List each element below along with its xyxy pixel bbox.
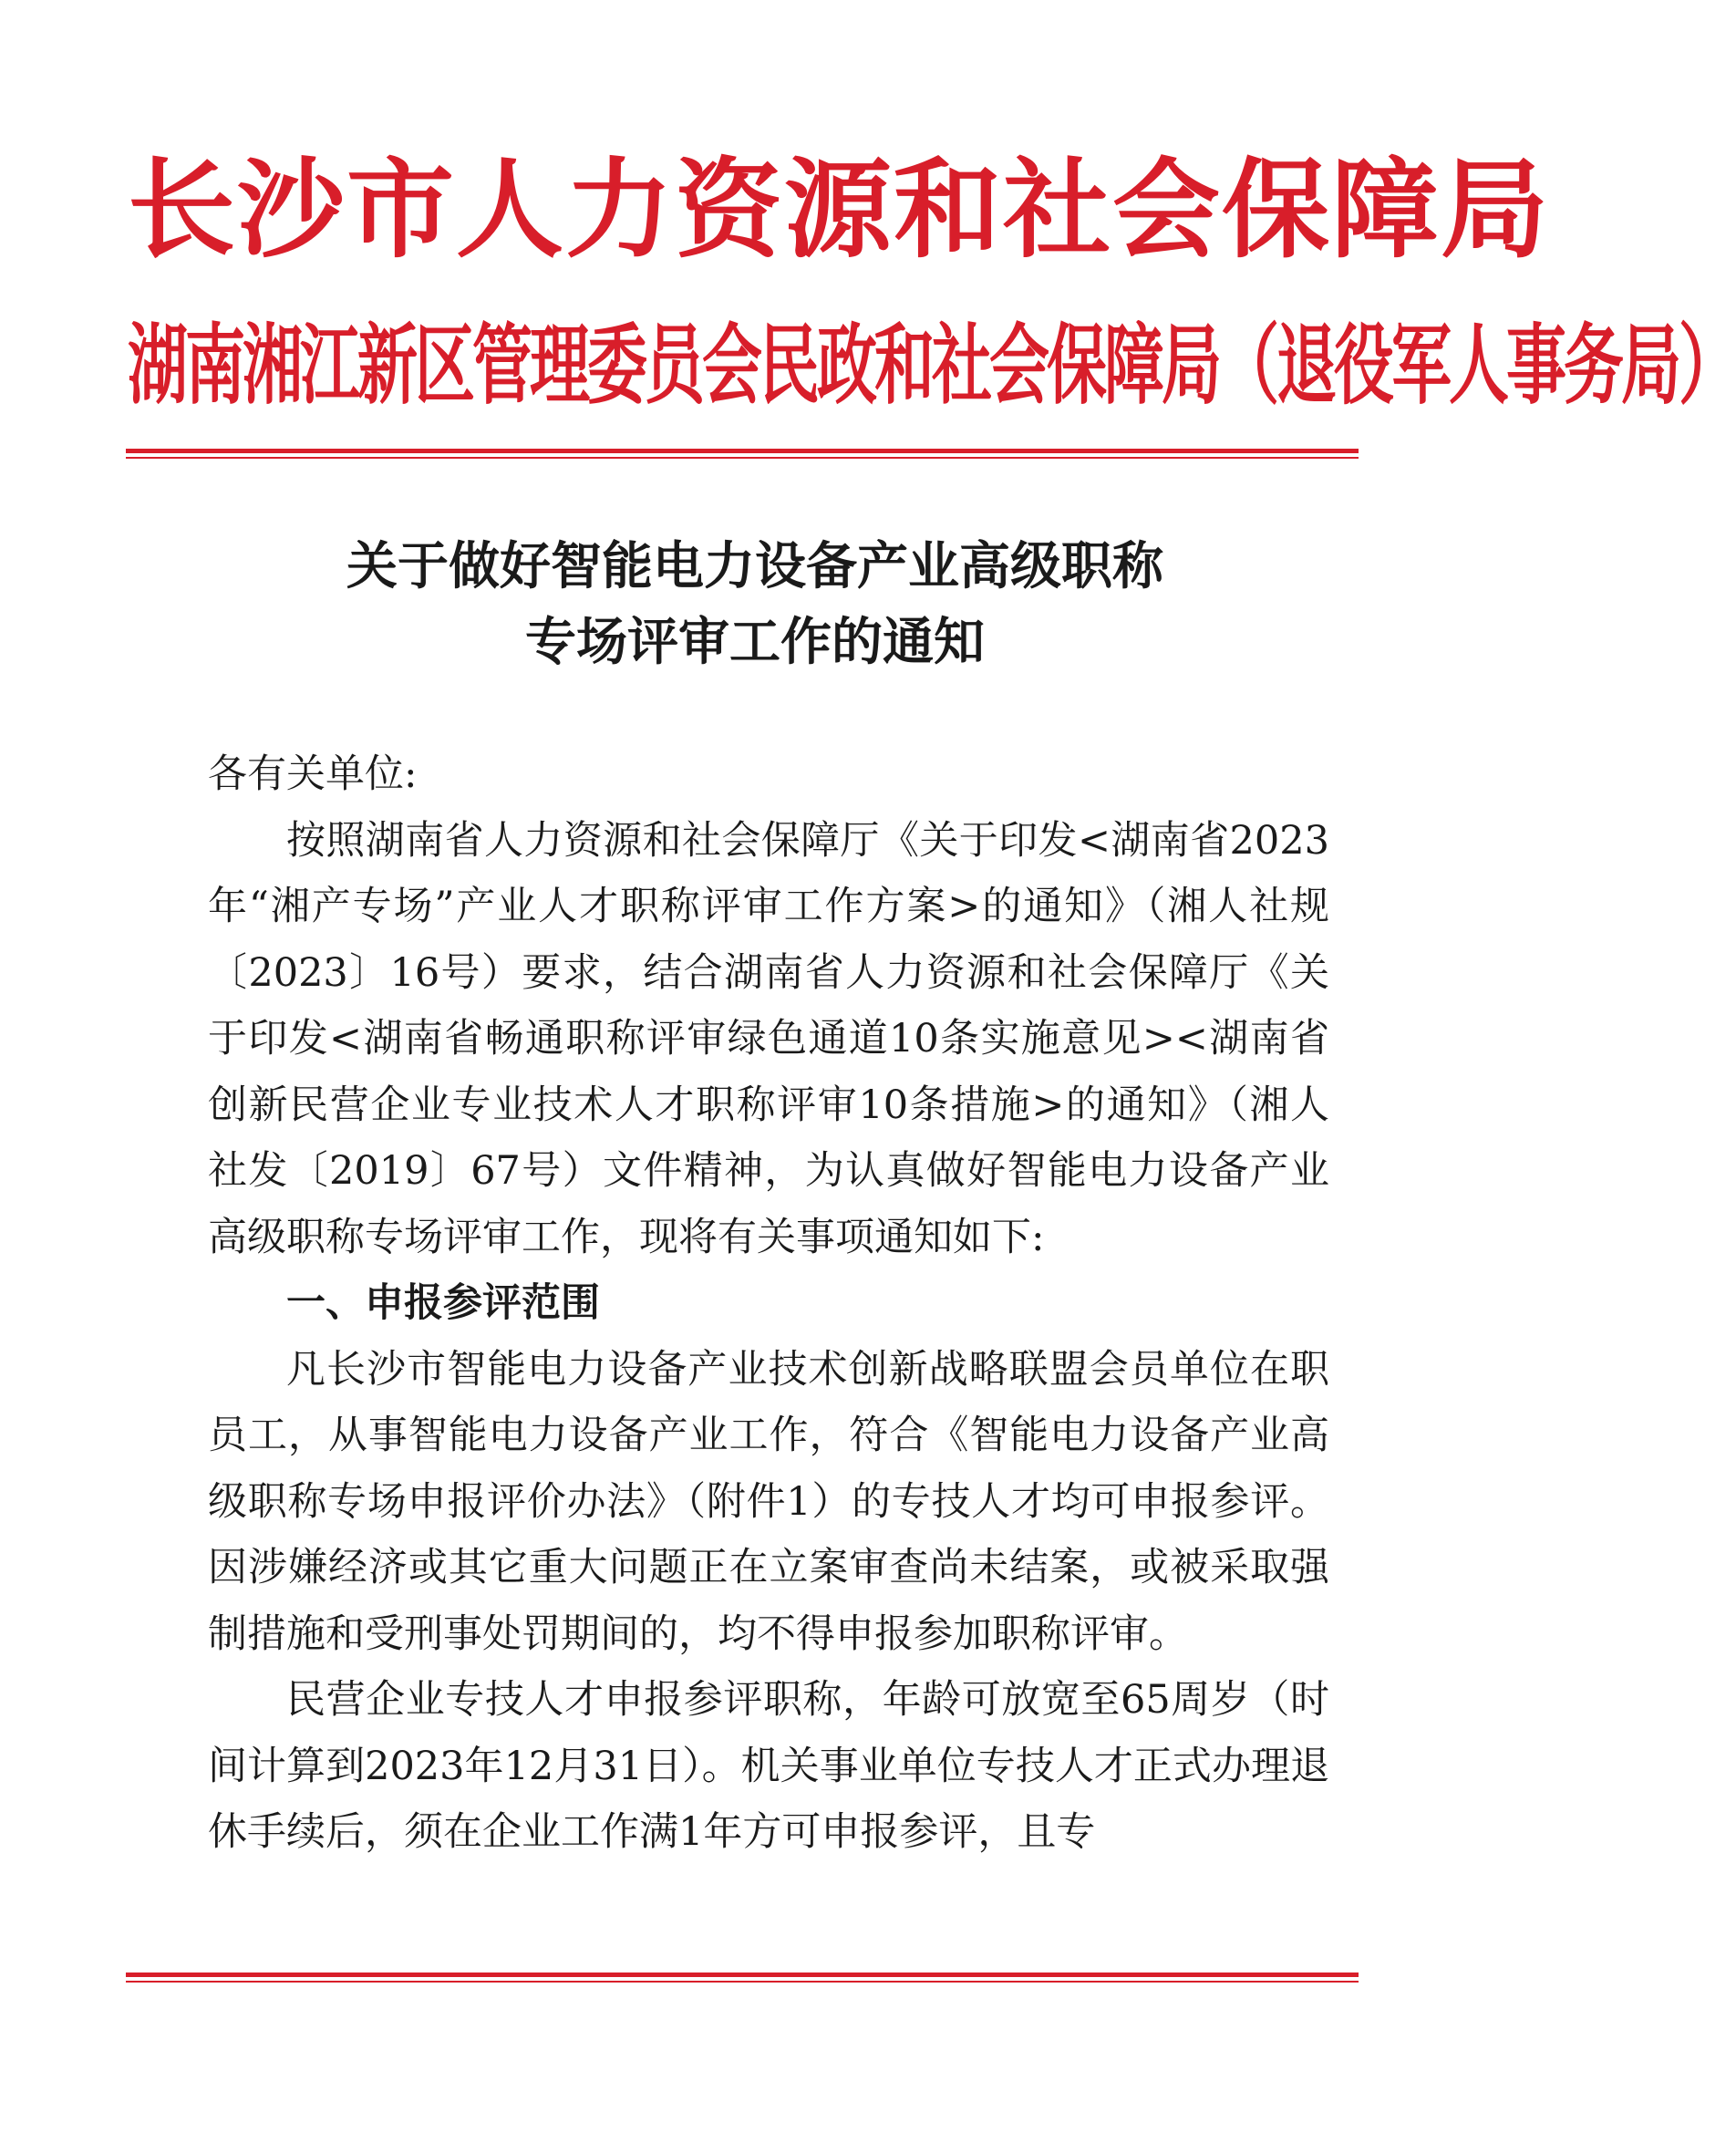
footer-divider-bottom — [126, 1981, 1359, 1983]
letterhead-title: 长沙市人力资源和社会保障局 — [128, 146, 1551, 273]
salutation: 各有关单位: — [208, 751, 418, 797]
document-body — [208, 741, 1329, 1866]
letterhead-divider-top — [126, 449, 1359, 453]
document-title-line2: 专场评审工作的通知 — [525, 612, 985, 672]
paragraph-scope: 凡长沙市智能电力设备产业技术创新战略联盟会员单位在职员工，从事智能电力设备产业工作，符合《智能电力设备产业高级职称专场申报评价办法》（附件1）的专技人才均可申报参评。因涉嫌经济或其它重大问题正在立案审查尚未结案，或被采取强制措施和受刑事处罚期间的，均不得申报参加职称评审。 — [208, 1346, 1329, 1657]
letterhead-divider-bottom — [126, 457, 1359, 459]
paragraph-intro: 按照湖南省人力资源和社会保障厅《关于印发<湖南省2023年“湘产专场”产业人才职称评审工作方案>的通知》（湘人社规〔2023〕16号）要求，结合湖南省人力资源和社会保障厅《关于印发<湖南省畅通职称评审绿色通道10条实施意见><湖南省创新民营企业专业技术人才职称评审10条措施>的通知》（湘人社发〔2019〕67号）文件精神，为认真做好智能电力设备产业高级职称专场评审工作，现将有关事项通知如下: — [208, 817, 1329, 1260]
paragraph-age: 民营企业专技人才申报参评职称，年龄可放宽至65周岁（时间计算到2023年12月31日）。机关事业单位专技人才正式办理退休手续后，须在企业工作满1年方可申报参评，且专 — [208, 1677, 1329, 1855]
section-heading: 一、申报参评范围 — [286, 1280, 600, 1326]
footer-divider-top — [126, 1973, 1359, 1977]
document-title-line1: 关于做好智能电力设备产业高级职称 — [346, 536, 1163, 596]
letterhead-subtitle: 湖南湘江新区管理委员会民政和社会保障局（退役军人事务局） — [128, 315, 1736, 417]
